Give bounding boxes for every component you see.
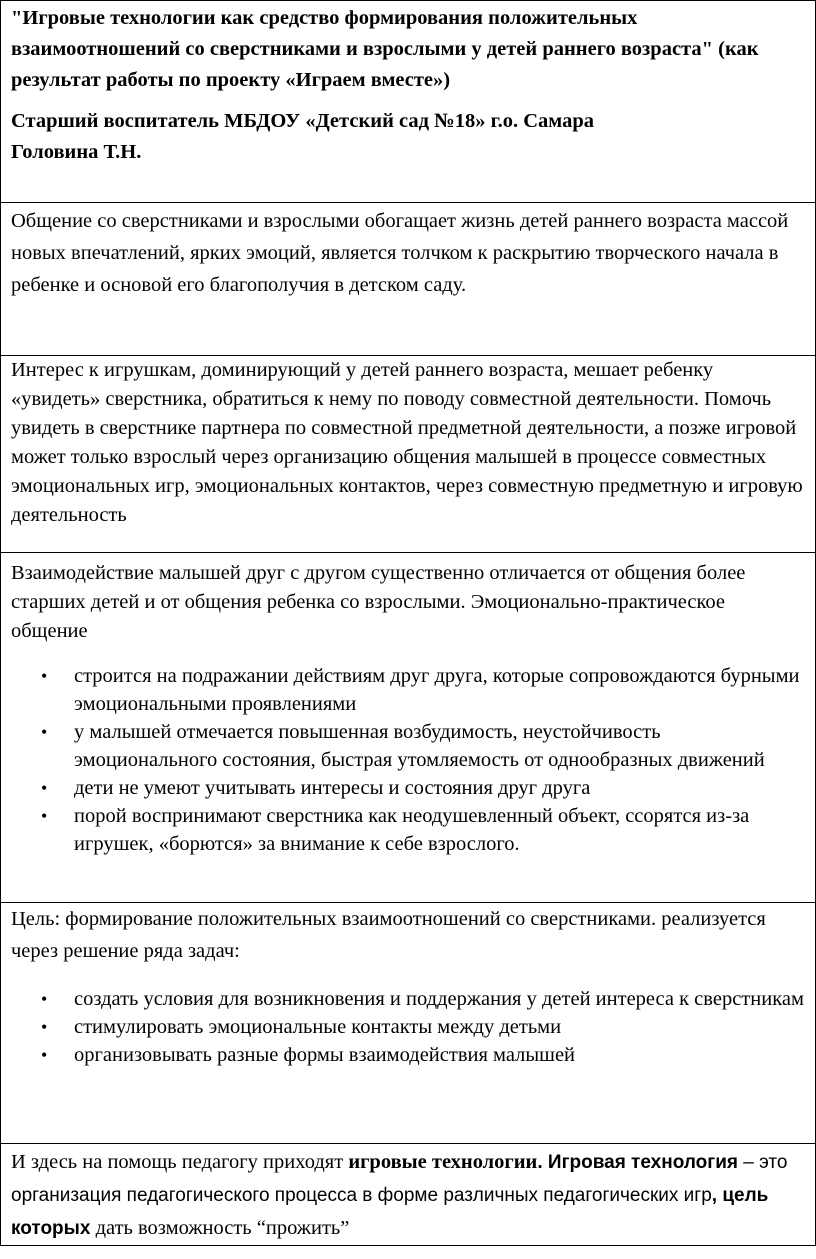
bullet-icon: •	[41, 1017, 48, 1037]
list-item	[11, 985, 805, 1013]
bullet-icon: •	[41, 666, 48, 686]
list-item	[11, 662, 805, 718]
author-position: Старший воспитатель МБДОУ «Детский сад №18» г.о. Самара	[11, 110, 594, 132]
bullet-icon: •	[41, 989, 48, 1009]
goal-intro: Цель: формирование положительных взаимоотношений со сверстниками. реализуется через решение ряда задач:	[11, 908, 766, 962]
text-run: – это организация педагогического процесса в форме различных педагогических игр	[11, 1152, 788, 1206]
paragraph-toys-interest: Интерес к игрушкам, доминирующий у детей раннего возраста, мешает ребенку «увидеть» сверстника, обратиться к нему по поводу совместной деятельности. Помочь увидеть в сверстнике партнера по совместной предметной деятельности, а позже игровой может только взрослый через организацию общения малышей в процессе совместных эмоциональных игр, эмоциональных контактов, через совместную предметную и игровую деятельность	[1, 356, 816, 553]
text-run-bold: , цель которых	[11, 1185, 769, 1239]
interaction-bullet-list	[11, 662, 805, 858]
list-item	[11, 1013, 805, 1041]
bullet-icon: •	[41, 778, 48, 798]
text-run-bold: . Игровая технология	[537, 1152, 738, 1173]
list-item-text: стимулировать эмоциональные контакты между детьми	[74, 1016, 562, 1038]
interaction-cell	[1, 553, 816, 903]
bullet-icon: •	[41, 722, 48, 742]
interaction-intro: Взаимодействие малышей друг с другом существенно отличается от общения более старших детей и от общения ребенка со взрослыми. Эмоционально-практическое общение	[11, 562, 746, 642]
section-row	[1, 203, 816, 356]
bullet-icon: •	[41, 1045, 48, 1065]
list-item-text: организовывать разные формы взаимодействия малышей	[74, 1044, 576, 1066]
document-title: "Игровые технологии как средство формирования положительных взаимоотношений со сверстниками и взрослыми у детей раннего возраста" (как результат работы по проекту «Играем вместе»)	[11, 7, 759, 91]
text-run: дать возможность “прожить”	[90, 1217, 350, 1239]
list-item	[11, 774, 805, 802]
list-item	[11, 718, 805, 774]
tasks-bullet-list	[11, 985, 805, 1069]
section-row	[1, 1144, 816, 1246]
section-row	[1, 553, 816, 903]
goal-cell	[1, 903, 816, 1144]
game-technology-cell	[1, 1144, 816, 1246]
bullet-icon: •	[41, 806, 48, 826]
list-item	[11, 802, 805, 858]
text-run-bold: игровые технологии	[348, 1151, 538, 1173]
text-run: И здесь на помощь педагогу приходят	[11, 1151, 349, 1173]
section-row	[1, 356, 816, 553]
list-item-text: у малышей отмечается повышенная возбудимость, неустойчивость эмоционального состояния, быстрая утомляемость от однообразных движений	[74, 721, 765, 771]
list-item-text: дети не умеют учитывать интересы и состояния друг друга	[74, 777, 591, 799]
paragraph-communication: Общение со сверстниками и взрослыми обогащает жизнь детей раннего возраста массой новых впечатлений, ярких эмоций, является толчком к раскрытию творческого начала в ребенке и основой его благополучия в детском саду.	[1, 203, 816, 356]
header-row	[1, 1, 816, 203]
list-item-text: порой воспринимают сверстника как неодушевленный объект, ссорятся из-за игрушек, «борются» за внимание к себе взрослого.	[74, 805, 750, 855]
list-item-text: создать условия для возникновения и поддержания у детей интереса к сверстникам	[74, 988, 804, 1010]
header-cell	[1, 1, 816, 203]
list-item	[11, 1041, 805, 1069]
section-row	[1, 903, 816, 1144]
list-item-text: строится на подражании действиям друг друга, которые сопровождаются бурными эмоциональными проявлениями	[74, 665, 800, 715]
author-name: Головина Т.Н.	[11, 141, 142, 163]
